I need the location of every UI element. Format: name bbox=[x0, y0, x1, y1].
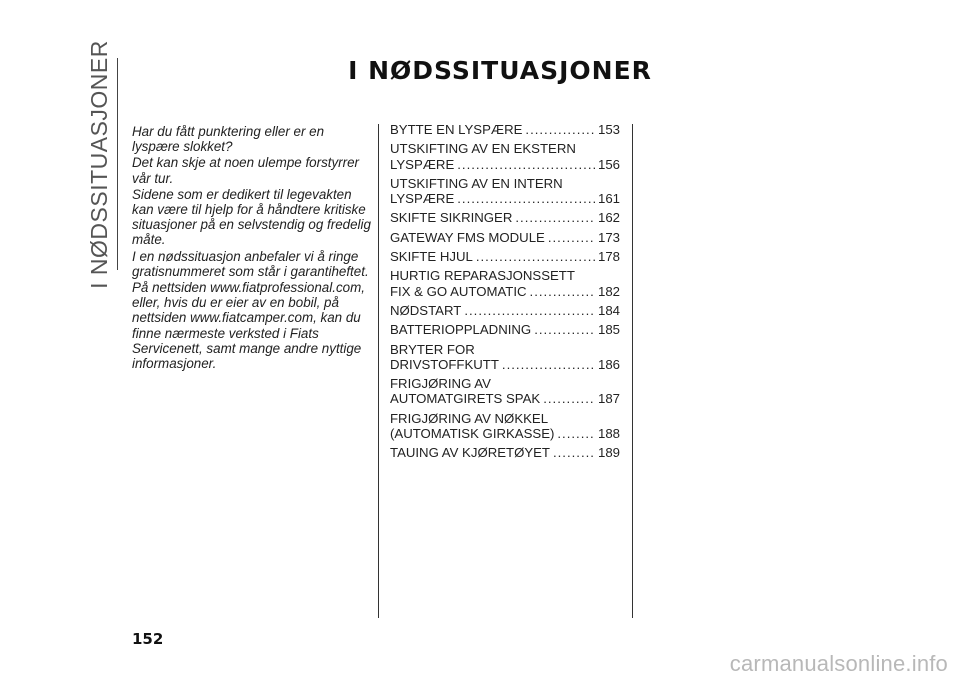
side-chapter-title bbox=[85, 39, 112, 289]
toc-entry-row bbox=[390, 426, 620, 441]
toc-leader-dots bbox=[476, 249, 595, 264]
toc-leader-dots bbox=[553, 445, 595, 460]
toc-page-number: 185 bbox=[597, 322, 620, 338]
toc-page-number: 182 bbox=[597, 283, 620, 299]
toc-entry[interactable] bbox=[390, 322, 620, 337]
intro-paragraph: I en nødssituasjon anbefaler vi å ringe gratisnummeret som står i garantiheftet. bbox=[132, 248, 369, 279]
toc-entry[interactable] bbox=[390, 445, 620, 460]
toc-entry-label: BYTTE EN LYSPÆRE bbox=[390, 122, 523, 137]
toc-entry-row bbox=[390, 391, 620, 406]
toc-leader-dots bbox=[543, 391, 595, 406]
toc-leader-dots bbox=[457, 157, 595, 172]
toc-entry[interactable] bbox=[390, 376, 620, 407]
toc-entry-row bbox=[390, 157, 620, 172]
toc-page-number: 162 bbox=[597, 210, 620, 226]
page-number: 152 bbox=[132, 630, 164, 648]
toc-entry-row bbox=[390, 230, 620, 245]
toc-entry[interactable] bbox=[390, 249, 620, 264]
toc-page-number: 189 bbox=[597, 445, 620, 461]
toc-entry-label-line: HURTIG REPARASJONSSETT bbox=[390, 268, 575, 284]
toc-entry-label: FIX & GO AUTOMATIC bbox=[390, 283, 527, 299]
toc-entry-row bbox=[390, 249, 620, 264]
toc-entry-label: LYSPÆRE bbox=[390, 191, 455, 207]
toc-leader-dots bbox=[557, 426, 595, 441]
toc-leader-dots bbox=[502, 357, 595, 372]
column-divider-left bbox=[378, 124, 379, 618]
toc-page-number: 184 bbox=[597, 302, 620, 318]
toc-leader-dots bbox=[515, 210, 595, 225]
side-divider bbox=[117, 58, 118, 270]
toc-entry-label: SKIFTE SIKRINGER bbox=[390, 210, 513, 226]
toc-entry[interactable] bbox=[390, 210, 620, 225]
toc-entry[interactable] bbox=[390, 122, 620, 137]
toc-entry-row bbox=[390, 191, 620, 206]
toc-entry-label: NØDSTART bbox=[390, 302, 462, 318]
toc-entry[interactable] bbox=[390, 303, 620, 318]
toc-entry-label: GATEWAY FMS MODULE bbox=[390, 229, 545, 245]
table-of-contents bbox=[390, 122, 620, 465]
toc-entry-label: SKIFTE HJUL bbox=[390, 249, 473, 265]
toc-leader-dots bbox=[548, 230, 595, 245]
toc-entry-label: LYSPÆRE bbox=[390, 156, 455, 172]
toc-page-number: 161 bbox=[597, 191, 620, 207]
column-divider-right bbox=[632, 124, 633, 618]
toc-page-number: 178 bbox=[597, 249, 620, 265]
toc-entry-row bbox=[390, 122, 620, 137]
toc-page-number: 156 bbox=[597, 156, 620, 172]
toc-entry[interactable] bbox=[390, 141, 620, 172]
intro-text bbox=[132, 124, 372, 372]
toc-entry-label-line: FRIGJØRING AV bbox=[390, 376, 491, 392]
toc-leader-dots bbox=[530, 284, 595, 299]
toc-page-number: 153 bbox=[597, 122, 620, 137]
toc-entry[interactable] bbox=[390, 268, 620, 299]
side-chapter-title-text: I NØDSSITUASJONER bbox=[85, 39, 112, 289]
toc-entry-label: (AUTOMATISK GIRKASSE) bbox=[390, 426, 555, 442]
toc-entry-label: TAUING AV KJØRETØYET bbox=[390, 445, 550, 461]
toc-entry-row bbox=[390, 284, 620, 299]
chapter-title: I NØDSSITUASJONER bbox=[348, 56, 652, 85]
watermark-text: carmanualsonline.info bbox=[729, 651, 948, 676]
toc-entry[interactable] bbox=[390, 411, 620, 442]
toc-page-number: 186 bbox=[597, 356, 620, 372]
toc-leader-dots bbox=[457, 191, 595, 206]
toc-entry-row bbox=[390, 303, 620, 318]
toc-entry-label-line: FRIGJØRING AV NØKKEL bbox=[390, 410, 549, 426]
toc-entry-row bbox=[390, 210, 620, 225]
toc-entry-row bbox=[390, 357, 620, 372]
intro-paragraph: På nettsiden www.fiatprofessional.com, eller, hvis du er eier av en bobil, på nettsiden www.fiatcamper.com, kan du finne nærmeste verksted i Fiats Servicenett, samt mange andre nyttige informasjoner. bbox=[132, 280, 365, 372]
toc-leader-dots bbox=[525, 122, 595, 137]
intro-paragraph: Det kan skje at noen ulempe forstyrrer vår tur. bbox=[132, 155, 360, 186]
toc-entry-row bbox=[390, 445, 620, 460]
toc-page-number: 173 bbox=[597, 229, 620, 245]
toc-entry[interactable] bbox=[390, 342, 620, 373]
toc-leader-dots bbox=[534, 322, 595, 337]
intro-paragraph: Har du fått punktering eller er en lyspære slokket? bbox=[132, 124, 325, 155]
toc-page-number: 187 bbox=[597, 391, 620, 407]
toc-page-number: 188 bbox=[597, 426, 620, 442]
toc-entry-label: BATTERIOPPLADNING bbox=[390, 322, 532, 338]
toc-entry[interactable] bbox=[390, 176, 620, 207]
toc-entry-label: DRIVSTOFFKUTT bbox=[390, 356, 499, 372]
toc-entry-label-line: UTSKIFTING AV EN INTERN bbox=[390, 175, 563, 191]
toc-entry-label: AUTOMATGIRETS SPAK bbox=[390, 391, 541, 407]
toc-entry-row bbox=[390, 322, 620, 337]
toc-entry[interactable] bbox=[390, 230, 620, 245]
toc-leader-dots bbox=[464, 303, 595, 318]
toc-entry-label-line: UTSKIFTING AV EN EKSTERN bbox=[390, 141, 576, 157]
toc-entry-label-line: BRYTER FOR bbox=[390, 341, 475, 357]
intro-paragraph: Sidene som er dedikert til legevakten kan være til hjelp for å håndtere kritiske situasjoner på en selvstendig og fredelig måte. bbox=[132, 186, 371, 248]
